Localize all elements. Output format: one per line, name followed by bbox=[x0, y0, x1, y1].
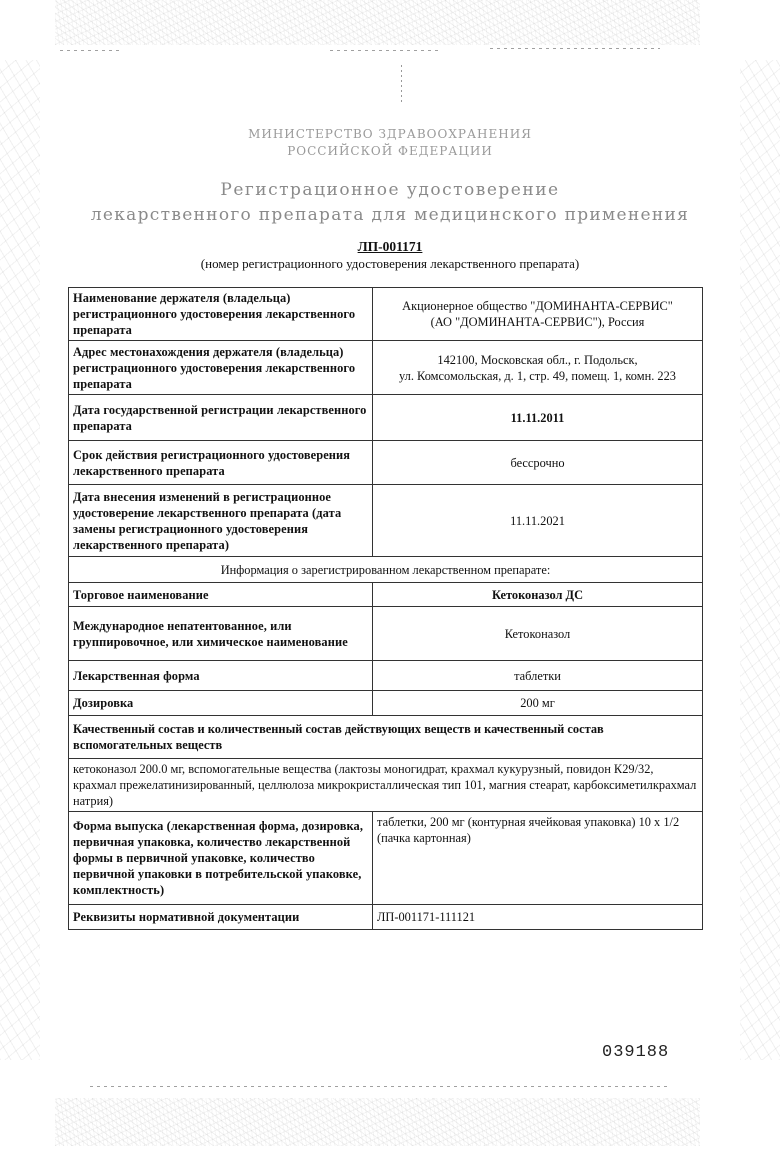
decorative-line bbox=[330, 50, 440, 51]
certificate-table bbox=[68, 287, 703, 930]
composition-value: кетоконазол 200.0 мг, вспомогательные вещества (лактозы моногидрат, крахмал кукурузный, повидон К29/32, крахмал прежелатинизированный, целлюлоза микрокристаллическая тип 101, магния стеарат, карбоксиметилкрахмал натрия) bbox=[69, 759, 703, 812]
table-row-dosage-form bbox=[69, 661, 703, 691]
normative-docs-value: ЛП-001171-111121 bbox=[373, 905, 703, 930]
certificate-title-line-1: Регистрационное удостоверение bbox=[220, 180, 560, 200]
table-row-registration-date bbox=[69, 395, 703, 441]
form-serial-number: 039188 bbox=[602, 1043, 670, 1062]
table-row-inn bbox=[69, 607, 703, 661]
ministry-heading bbox=[0, 126, 780, 160]
holder-address-line-2: ул. Комсомольская, д. 1, стр. 49, помещ. 1, комн. 223 bbox=[399, 368, 676, 383]
release-form-label: Форма выпуска (лекарственная форма, дозировка, первичная упаковка, количество лекарственной формы в первичной упаковке, количество первичной упаковки в потребительской упаковке, комплектность) bbox=[69, 812, 373, 905]
holder-name-label: Наименование держателя (владельца) регистрационного удостоверения лекарственного препарата bbox=[69, 288, 373, 341]
holder-name-line-2: (АО "ДОМИНАНТА-СЕРВИС"), Россия bbox=[430, 315, 645, 329]
security-pattern-bottom bbox=[55, 1098, 700, 1146]
dosage-form-value: таблетки bbox=[373, 661, 703, 691]
release-form-value: таблетки, 200 мг (контурная ячейковая упаковка) 10 х 1/2 (пачка картонная) bbox=[373, 812, 703, 905]
dosage-label: Дозировка bbox=[69, 691, 373, 716]
dosage-value: 200 мг bbox=[373, 691, 703, 716]
inn-label: Международное непатентованное, или группировочное, или химическое наименование bbox=[69, 607, 373, 661]
table-row-normative-docs bbox=[69, 905, 703, 930]
ministry-line-2: РОССИЙСКОЙ ФЕДЕРАЦИИ bbox=[287, 144, 493, 158]
validity-label: Срок действия регистрационного удостоверения лекарственного препарата bbox=[69, 441, 373, 485]
certificate-title-line-2: лекарственного препарата для медицинского применения bbox=[90, 205, 690, 225]
change-date-label: Дата внесения изменений в регистрационное удостоверение лекарственного препарата (дата замены регистрационного удостоверения лекарственного препарата) bbox=[69, 485, 373, 557]
holder-address-line-1: 142100, Московская обл., г. Подольск, bbox=[437, 352, 638, 367]
decorative-dots bbox=[401, 65, 402, 103]
table-row-info-heading bbox=[69, 557, 703, 583]
holder-name-value bbox=[373, 288, 703, 341]
table-row-change-date bbox=[69, 485, 703, 557]
table-row-holder-address bbox=[69, 341, 703, 395]
table-row-dosage bbox=[69, 691, 703, 716]
registration-date-label: Дата государственной регистрации лекарственного препарата bbox=[69, 395, 373, 441]
security-pattern-top bbox=[55, 0, 700, 45]
normative-docs-label: Реквизиты нормативной документации bbox=[69, 905, 373, 930]
table-row-validity bbox=[69, 441, 703, 485]
certificate-title bbox=[0, 178, 780, 228]
composition-label: Качественный состав и количественный состав действующих веществ и качественный состав вспомогательных веществ bbox=[69, 716, 703, 759]
ministry-line-1: МИНИСТЕРСТВО ЗДРАВООХРАНЕНИЯ bbox=[248, 127, 532, 141]
holder-address-value bbox=[373, 341, 703, 395]
trade-name-value: Кетоконазол ДС bbox=[373, 583, 703, 607]
table-row-release-form bbox=[69, 812, 703, 905]
decorative-line bbox=[90, 1086, 670, 1087]
trade-name-label: Торговое наименование bbox=[69, 583, 373, 607]
validity-value: бессрочно bbox=[373, 441, 703, 485]
change-date-value: 11.11.2021 bbox=[373, 485, 703, 557]
table-row-trade-name bbox=[69, 583, 703, 607]
decorative-line bbox=[490, 48, 660, 49]
table-row-composition-heading bbox=[69, 716, 703, 759]
table-row-composition-value bbox=[69, 759, 703, 812]
holder-address-label: Адрес местонахождения держателя (владельца) регистрационного удостоверения лекарственного препарата bbox=[69, 341, 373, 395]
registration-number-caption: (номер регистрационного удостоверения лекарственного препарата) bbox=[200, 256, 580, 271]
holder-name-line-1: Акционерное общество "ДОМИНАНТА-СЕРВИС" bbox=[402, 299, 673, 313]
inn-value: Кетоконазол bbox=[373, 607, 703, 661]
decorative-line bbox=[60, 50, 120, 51]
registration-number: ЛП-001171 bbox=[357, 239, 423, 254]
table-row-holder-name bbox=[69, 288, 703, 341]
registration-date-value: 11.11.2011 bbox=[373, 395, 703, 441]
info-heading: Информация о зарегистрированном лекарственном препарате: bbox=[69, 557, 703, 583]
dosage-form-label: Лекарственная форма bbox=[69, 661, 373, 691]
